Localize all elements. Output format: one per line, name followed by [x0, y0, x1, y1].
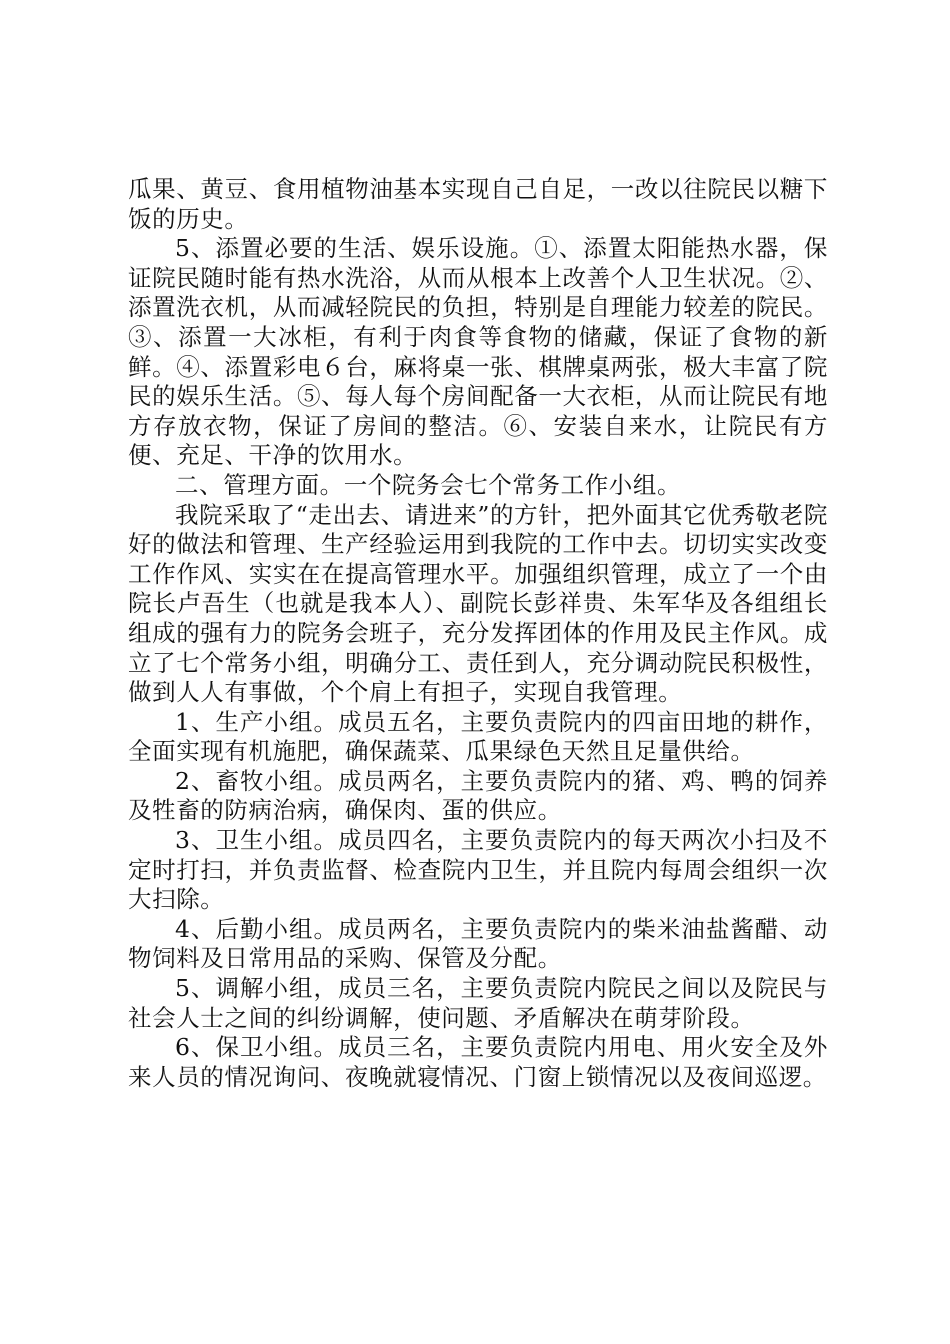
paragraph-management-intro: 我院采取了“走出去、请进来”的方针，把外面其它优秀敬老院好的做法和管理、生产经验运用到我院的工作中去。切切实实改变工作作风、实实在在提高管理水平。加强组织管理，成立了一个由院长卢吾生（也就是我本人）、副院长彭祥贵、朱军华及各组组长组成的强有力的院务会班子，充分发挥团体的作用及民主作风。成立了七个常务小组，明确分工、责任到人，充分调动院民积极性，做到人人有事做，个个肩上有担子，实现自我管理。 [128, 500, 828, 707]
paragraph-livestock-group: 2、畜牧小组。成员两名，主要负责院内的猪、鸡、鸭的饲养及牲畜的防病治病，确保肉、蛋的供应。 [128, 766, 828, 825]
paragraph-mediation-group: 5、调解小组，成员三名，主要负责院内院民之间以及院民与社会人士之间的纠纷调解，使问题、矛盾解决在萌芽阶段。 [128, 974, 828, 1032]
document-body [128, 175, 828, 1092]
paragraph-continuation: 瓜果、黄豆、食用植物油基本实现自己自足，一改以往院民以糖下饭的历史。 [128, 175, 828, 233]
paragraph-security-group: 6、保卫小组。成员三名，主要负责院内用电、用火安全及外来人员的情况询问、夜晚就寝情况、门窗上锁情况以及夜间巡逻。 [128, 1033, 828, 1091]
paragraph-hygiene-group: 3、卫生小组。成员四名，主要负责院内的每天两次小扫及不定时打扫，并负责监督、检查院内卫生，并且院内每周会组织一次大扫除。 [128, 826, 828, 914]
paragraph-facilities: 5、添置必要的生活、娱乐设施。①、添置太阳能热水器，保证院民随时能有热水洗浴，从而从根本上改善个人卫生状况。②、添置洗衣机，从而减轻院民的负担，特别是自理能力较差的院民。③、添置一大冰柜，有利于肉食等食物的储藏，保证了食物的新鲜。④、添置彩电６台，麻将桌一张、棋牌桌两张，极大丰富了院民的娱乐生活。⑤、每人每个房间配备一大衣柜，从而让院民有地方存放衣物，保证了房间的整洁。⑥、安装自来水，让院民有方便、充足、干净的饮用水。 [128, 234, 828, 470]
paragraph-logistics-group: 4、后勤小组。成员两名，主要负责院内的柴米油盐酱醋、动物饲料及日常用品的采购、保管及分配。 [128, 914, 828, 973]
section-heading-management: 二、管理方面。一个院务会七个常务工作小组。 [175, 470, 682, 499]
paragraph-production-group: 1、生产小组。成员五名，主要负责院内的四亩田地的耕作，全面实现有机施肥，确保蔬菜、瓜果绿色天然且足量供给。 [128, 707, 828, 766]
